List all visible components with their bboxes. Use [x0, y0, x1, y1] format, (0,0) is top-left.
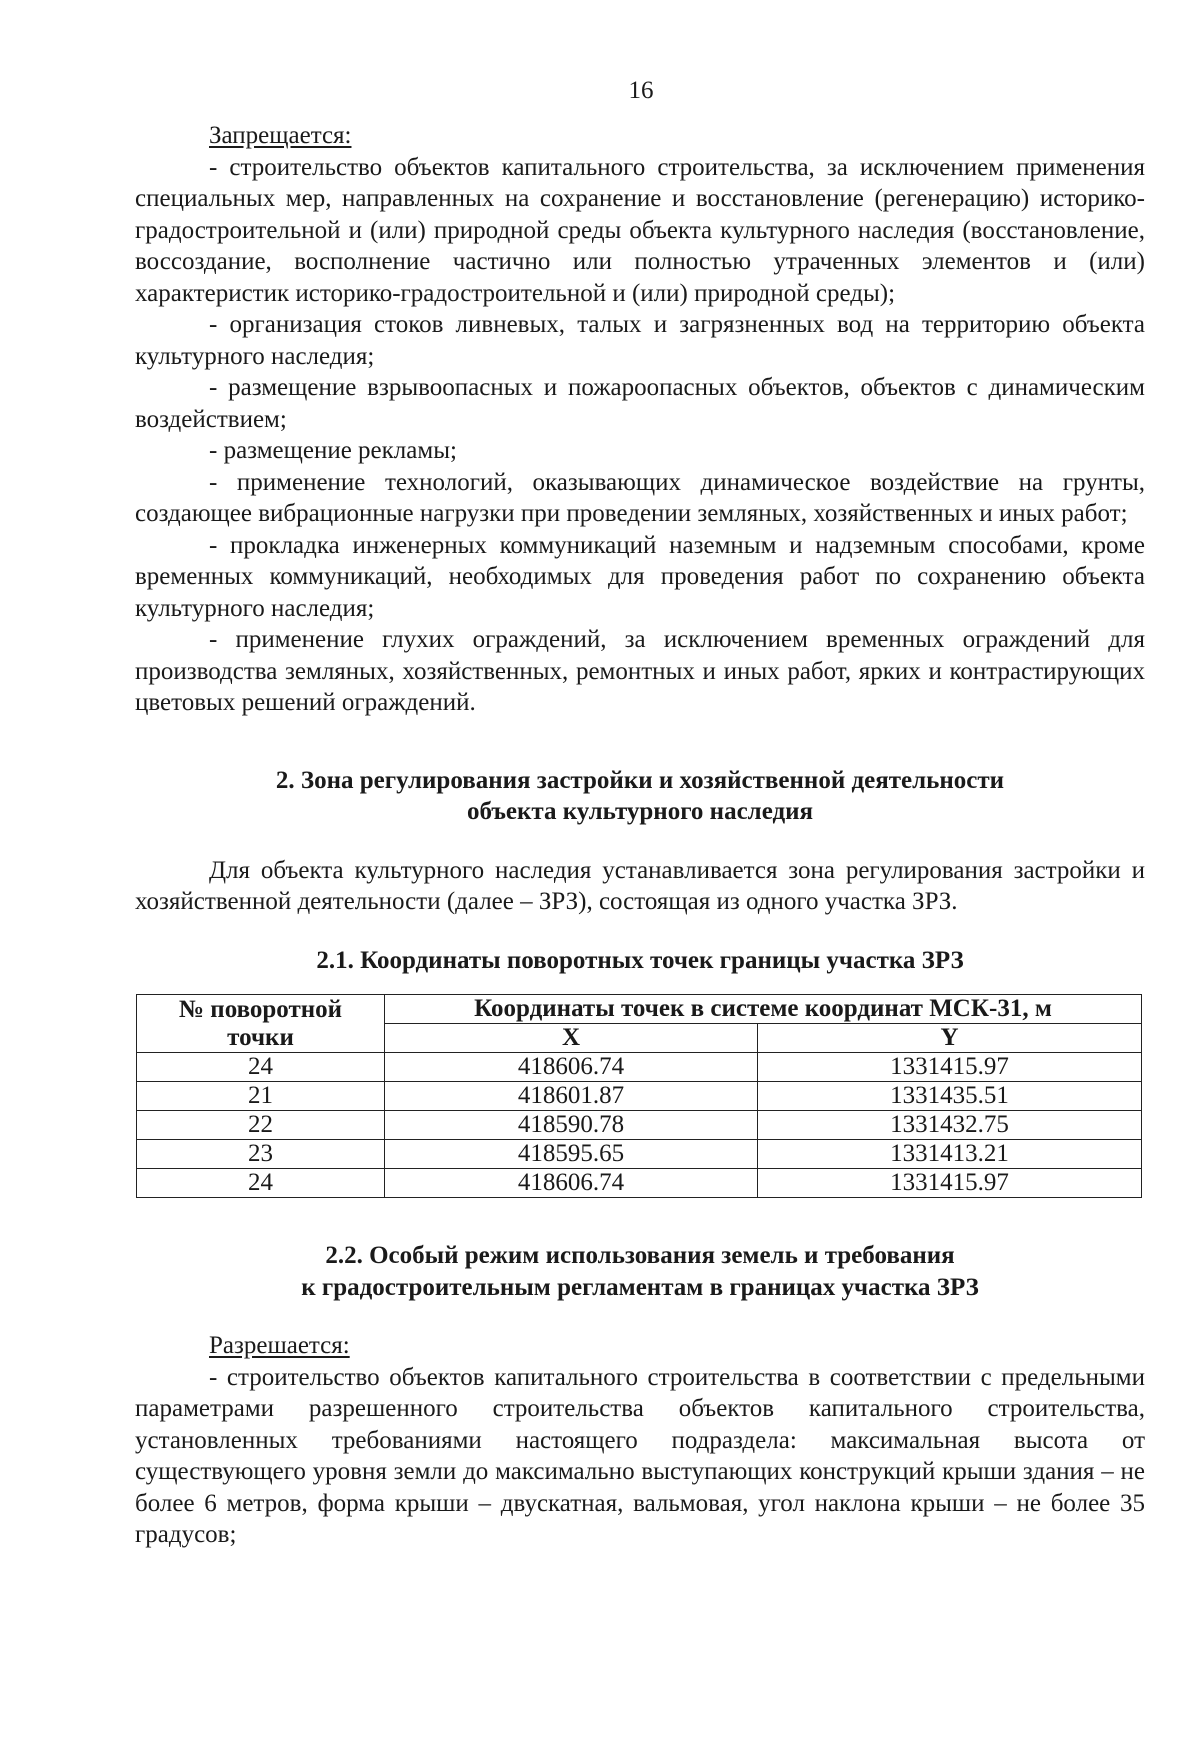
section-2-2-title-line-1: 2.2. Особый режим использования земель и требования: [325, 1242, 955, 1269]
forbidden-item-6: - прокладка инженерных коммуникаций наземным и надземным способами, кроме временных коммуникаций, необходимых для проведения работ по сохранению объекта культурного наследия;: [135, 531, 1145, 622]
coordinates-table: [136, 994, 1142, 1198]
x-cell: 418601.87: [385, 1082, 758, 1111]
x-cell: 418590.78: [385, 1111, 758, 1140]
header-point-line-1: № поворотной: [178, 995, 343, 1023]
page-number: 16: [628, 77, 654, 104]
table-row: [137, 1082, 1142, 1111]
table-row: [137, 1169, 1142, 1198]
y-cell: 1331432.75: [758, 1111, 1142, 1140]
y-cell: 1331415.97: [758, 1169, 1142, 1198]
y-cell: 1331415.97: [758, 1053, 1142, 1082]
document-body: [135, 120, 1145, 1551]
x-cell: 418595.65: [385, 1140, 758, 1169]
section-2-title-line-2: объекта культурного наследия: [466, 798, 814, 825]
allowed-item-1: - строительство объектов капитального строительства в соответствии с предельными параметрами разрешенного строительства объектов капитального строительства, установленных требованиями настоящего подраздела: максимальная высота от существующего уровня земли до максимально выступающих конструкций крыши здания – не более 6 метров, форма крыши – двускатная, вальмовая, угол наклона крыши – не более 35 градусов;: [135, 1363, 1145, 1548]
point-cell: 21: [137, 1082, 385, 1111]
header-y: Y: [758, 1024, 1142, 1053]
point-cell: 23: [137, 1140, 385, 1169]
header-coordinates: Координаты точек в системе координат МСК-31, м: [385, 995, 1142, 1024]
forbidden-item-2: - организация стоков ливневых, талых и загрязненных вод на территорию объекта культурного наследия;: [135, 311, 1145, 370]
allowed-heading: Разрешается:: [209, 1332, 350, 1359]
section-2-intro: Для объекта культурного наследия устанавливается зона регулирования застройки и хозяйственной деятельности (далее – ЗРЗ), состоящая из одного участка ЗРЗ.: [135, 856, 1145, 915]
table-row: [137, 1140, 1142, 1169]
point-cell: 24: [137, 1053, 385, 1082]
table-row: [137, 1053, 1142, 1082]
x-cell: 418606.74: [385, 1169, 758, 1198]
forbidden-item-4: - размещение рекламы;: [209, 437, 457, 464]
point-cell: 24: [137, 1169, 385, 1198]
forbidden-item-1: - строительство объектов капитального строительства, за исключением применения специальных мер, направленных на сохранение и восстановление (регенерацию) историко-градостроительной и (или) природной среды объекта культурного наследия (восстановление, воссоздание, восполнение частично или полностью утраченных элементов и (или) характеристик историко-градостроительной и (или) природной среды);: [135, 153, 1145, 307]
x-cell: 418606.74: [385, 1053, 758, 1082]
table-row: [137, 1111, 1142, 1140]
section-2-2-title-line-2: к градостроительным регламентам в границах участка ЗРЗ: [301, 1273, 979, 1301]
forbidden-item-5: - применение технологий, оказывающих динамическое воздействие на грунты, создающее вибрационные нагрузки при проведении земляных, хозяйственных и иных работ;: [135, 468, 1145, 527]
header-point-line-2: точки: [227, 1023, 294, 1051]
forbidden-item-3: - размещение взрывоопасных и пожароопасных объектов, объектов с динамическим воздействием;: [135, 374, 1145, 433]
header-point-number: [137, 995, 385, 1053]
y-cell: 1331413.21: [758, 1140, 1142, 1169]
forbidden-item-7: - применение глухих ограждений, за исключением временных ограждений для производства земляных, хозяйственных, ремонтных и иных работ, ярких и контрастирующих цветовых решений ограждений.: [135, 626, 1145, 716]
forbidden-heading: Запрещается:: [209, 122, 352, 149]
point-cell: 22: [137, 1111, 385, 1140]
section-2-1-title: 2.1. Координаты поворотных точек границы участка ЗРЗ: [316, 946, 964, 974]
y-cell: 1331435.51: [758, 1082, 1142, 1111]
section-2-title-line-1: 2. Зона регулирования застройки и хозяйственной деятельности: [275, 766, 1005, 794]
header-x: X: [385, 1024, 758, 1053]
